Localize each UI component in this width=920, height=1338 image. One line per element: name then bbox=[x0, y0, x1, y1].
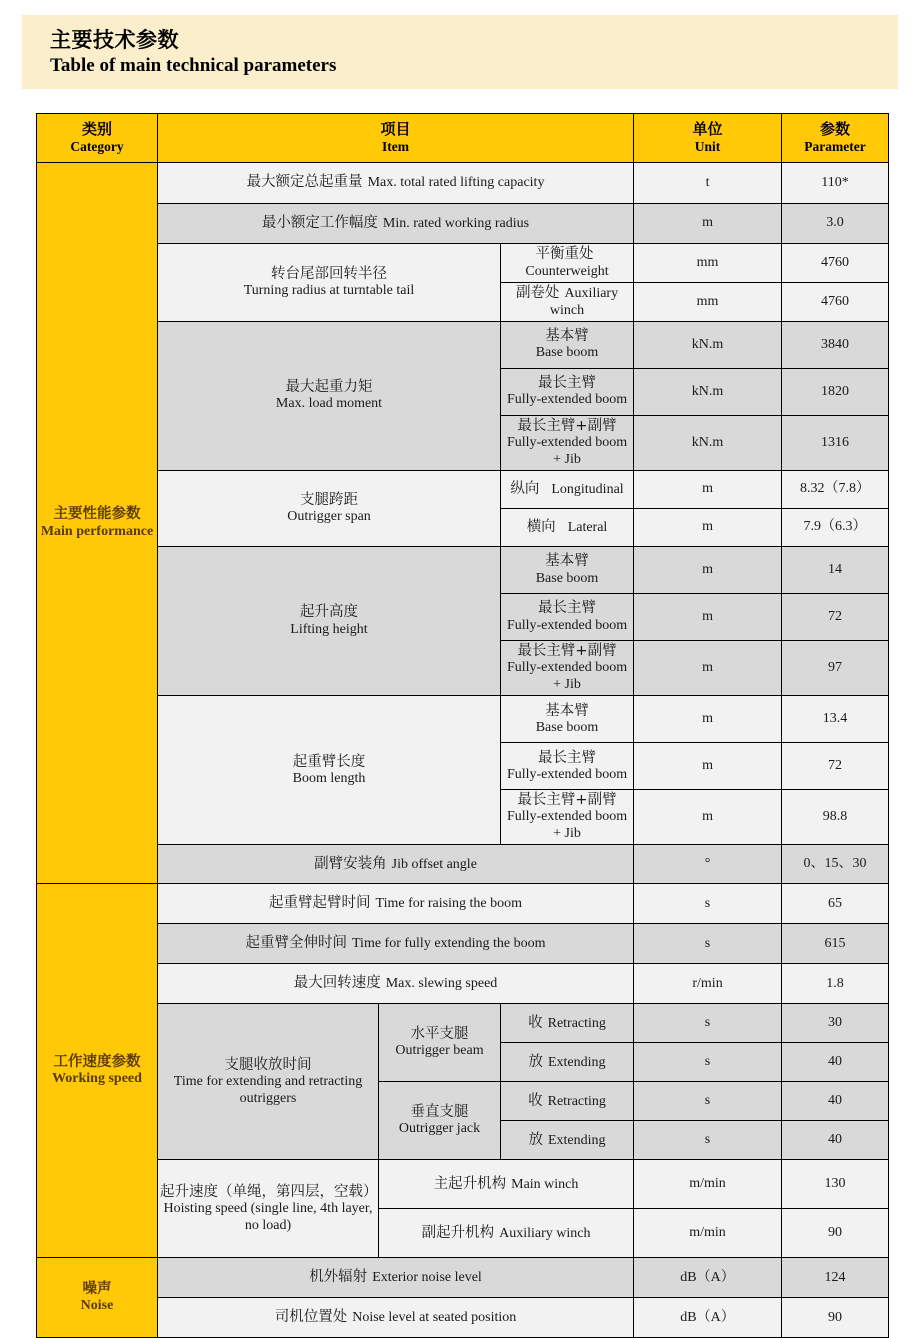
parameter-value: 40 bbox=[782, 1043, 889, 1082]
item-group-label: 起升高度 Lifting height bbox=[158, 547, 501, 696]
table-row bbox=[37, 163, 889, 204]
parameter-value: 4760 bbox=[782, 283, 889, 322]
category-cell-main-performance: 主要性能参数 Main performance bbox=[37, 163, 158, 884]
parameter-value: 1316 bbox=[782, 416, 889, 471]
parameter-value: 90 bbox=[782, 1298, 889, 1338]
item-label: 基本臂 Base boom bbox=[501, 547, 634, 594]
item-label: 最长主臂 Fully-extended boom bbox=[501, 743, 634, 790]
item-group-label: 支腿跨距 Outrigger span bbox=[158, 471, 501, 547]
table-row bbox=[37, 547, 889, 594]
unit-value: s bbox=[634, 1082, 782, 1121]
unit-value: s bbox=[634, 884, 782, 924]
unit-value: mm bbox=[634, 283, 782, 322]
table-row bbox=[37, 884, 889, 924]
item-label: 机外辐射 Exterior noise level bbox=[158, 1258, 634, 1298]
unit-value: m bbox=[634, 547, 782, 594]
item-label: 放 Extending bbox=[501, 1043, 634, 1082]
category-cell-noise: 噪声 Noise bbox=[37, 1258, 158, 1338]
unit-value: m/min bbox=[634, 1160, 782, 1209]
parameter-value: 3.0 bbox=[782, 204, 889, 244]
unit-value: kN.m bbox=[634, 369, 782, 416]
parameter-value: 1.8 bbox=[782, 964, 889, 1004]
technical-parameters-table bbox=[36, 113, 889, 1338]
parameter-value: 615 bbox=[782, 924, 889, 964]
item-label: 司机位置处 Noise level at seated position bbox=[158, 1298, 634, 1338]
unit-value: s bbox=[634, 1121, 782, 1160]
parameter-value: 0、15、30 bbox=[782, 845, 889, 884]
category-cell-working-speed: 工作速度参数 Working speed bbox=[37, 884, 158, 1258]
table-row bbox=[37, 845, 889, 884]
item-subgroup-label: 水平支腿 Outrigger beam bbox=[379, 1004, 501, 1082]
parameter-value: 72 bbox=[782, 594, 889, 641]
item-label: 最长主臂+副臂 Fully-extended boom + Jib bbox=[501, 641, 634, 696]
parameter-value: 110* bbox=[782, 163, 889, 204]
unit-value: m bbox=[634, 204, 782, 244]
item-label: 收 Retracting bbox=[501, 1082, 634, 1121]
item-label: 最长主臂+副臂 Fully-extended boom + Jib bbox=[501, 790, 634, 845]
page-title-cn: 主要技术参数 bbox=[50, 28, 179, 52]
item-group-label: 支腿收放时间 Time for extending and retracting outriggers bbox=[158, 1004, 379, 1160]
item-group-label: 转台尾部回转半径 Turning radius at turntable tail bbox=[158, 244, 501, 322]
item-label: 平衡重处Counterweight bbox=[501, 244, 634, 283]
item-label: 最大回转速度 Max. slewing speed bbox=[158, 964, 634, 1004]
unit-value: ° bbox=[634, 845, 782, 884]
header-unit: 单位 Unit bbox=[634, 114, 782, 163]
header-item: 项目 Item bbox=[158, 114, 634, 163]
parameter-value: 13.4 bbox=[782, 696, 889, 743]
table-row bbox=[37, 1258, 889, 1298]
parameter-value: 65 bbox=[782, 884, 889, 924]
parameter-value: 14 bbox=[782, 547, 889, 594]
item-group-label: 起重臂长度 Boom length bbox=[158, 696, 501, 845]
table-row bbox=[37, 244, 889, 283]
parameter-value: 90 bbox=[782, 1209, 889, 1258]
item-label: 收 Retracting bbox=[501, 1004, 634, 1043]
table-row bbox=[37, 322, 889, 369]
unit-value: dB（A） bbox=[634, 1258, 782, 1298]
unit-value: kN.m bbox=[634, 416, 782, 471]
unit-value: m bbox=[634, 641, 782, 696]
item-group-label: 起升速度（单绳，第四层，空载） Hoisting speed (single line, 4th layer, no load) bbox=[158, 1160, 379, 1258]
table-row bbox=[37, 1160, 889, 1209]
parameter-value: 40 bbox=[782, 1121, 889, 1160]
table-header-row bbox=[37, 114, 889, 163]
unit-value: m bbox=[634, 790, 782, 845]
unit-value: t bbox=[634, 163, 782, 204]
item-label: 最长主臂 Fully-extended boom bbox=[501, 369, 634, 416]
item-label: 起重臂全伸时间 Time for fully extending the boom bbox=[158, 924, 634, 964]
unit-value: mm bbox=[634, 244, 782, 283]
parameter-value: 30 bbox=[782, 1004, 889, 1043]
unit-value: m bbox=[634, 471, 782, 509]
unit-value: s bbox=[634, 1043, 782, 1082]
page-header-banner bbox=[22, 15, 898, 89]
parameter-value: 7.9（6.3） bbox=[782, 509, 889, 547]
item-label: 起重臂起臂时间 Time for raising the boom bbox=[158, 884, 634, 924]
parameter-value: 97 bbox=[782, 641, 889, 696]
unit-value: m bbox=[634, 743, 782, 790]
item-label: 副起升机构 Auxiliary winch bbox=[379, 1209, 634, 1258]
parameter-value: 72 bbox=[782, 743, 889, 790]
item-group-label: 最大起重力矩 Max. load moment bbox=[158, 322, 501, 471]
item-label: 基本臂 Base boom bbox=[501, 322, 634, 369]
parameter-value: 40 bbox=[782, 1082, 889, 1121]
parameter-value: 4760 bbox=[782, 244, 889, 283]
table-row bbox=[37, 1298, 889, 1338]
unit-value: m/min bbox=[634, 1209, 782, 1258]
item-label: 主起升机构 Main winch bbox=[379, 1160, 634, 1209]
unit-value: r/min bbox=[634, 964, 782, 1004]
item-label: 基本臂 Base boom bbox=[501, 696, 634, 743]
table-row bbox=[37, 964, 889, 1004]
unit-value: m bbox=[634, 696, 782, 743]
item-label: 纵向 Longitudinal bbox=[501, 471, 634, 509]
unit-value: m bbox=[634, 594, 782, 641]
parameter-value: 3840 bbox=[782, 322, 889, 369]
unit-value: m bbox=[634, 509, 782, 547]
unit-value: dB（A） bbox=[634, 1298, 782, 1338]
unit-value: s bbox=[634, 1004, 782, 1043]
header-parameter: 参数 Parameter bbox=[782, 114, 889, 163]
page-title-en: Table of main technical parameters bbox=[50, 55, 337, 76]
item-label: 最长主臂+副臂 Fully-extended boom + Jib bbox=[501, 416, 634, 471]
table-row bbox=[37, 924, 889, 964]
parameter-value: 124 bbox=[782, 1258, 889, 1298]
parameter-value: 130 bbox=[782, 1160, 889, 1209]
parameter-value: 8.32（7.8） bbox=[782, 471, 889, 509]
item-label: 横向 Lateral bbox=[501, 509, 634, 547]
unit-value: kN.m bbox=[634, 322, 782, 369]
parameter-value: 98.8 bbox=[782, 790, 889, 845]
item-subgroup-label: 垂直支腿 Outrigger jack bbox=[379, 1082, 501, 1160]
table-row bbox=[37, 696, 889, 743]
item-label: 副臂安装角 Jib offset angle bbox=[158, 845, 634, 884]
table-row bbox=[37, 471, 889, 509]
item-label: 放 Extending bbox=[501, 1121, 634, 1160]
table-row bbox=[37, 1004, 889, 1043]
unit-value: s bbox=[634, 924, 782, 964]
header-category: 类别 Category bbox=[37, 114, 158, 163]
item-label: 最大额定总起重量 Max. total rated lifting capacity bbox=[158, 163, 634, 204]
item-label: 副卷处 Auxiliary winch bbox=[501, 283, 634, 322]
table-row bbox=[37, 204, 889, 244]
parameter-value: 1820 bbox=[782, 369, 889, 416]
item-label: 最长主臂 Fully-extended boom bbox=[501, 594, 634, 641]
item-label: 最小额定工作幅度 Min. rated working radius bbox=[158, 204, 634, 244]
